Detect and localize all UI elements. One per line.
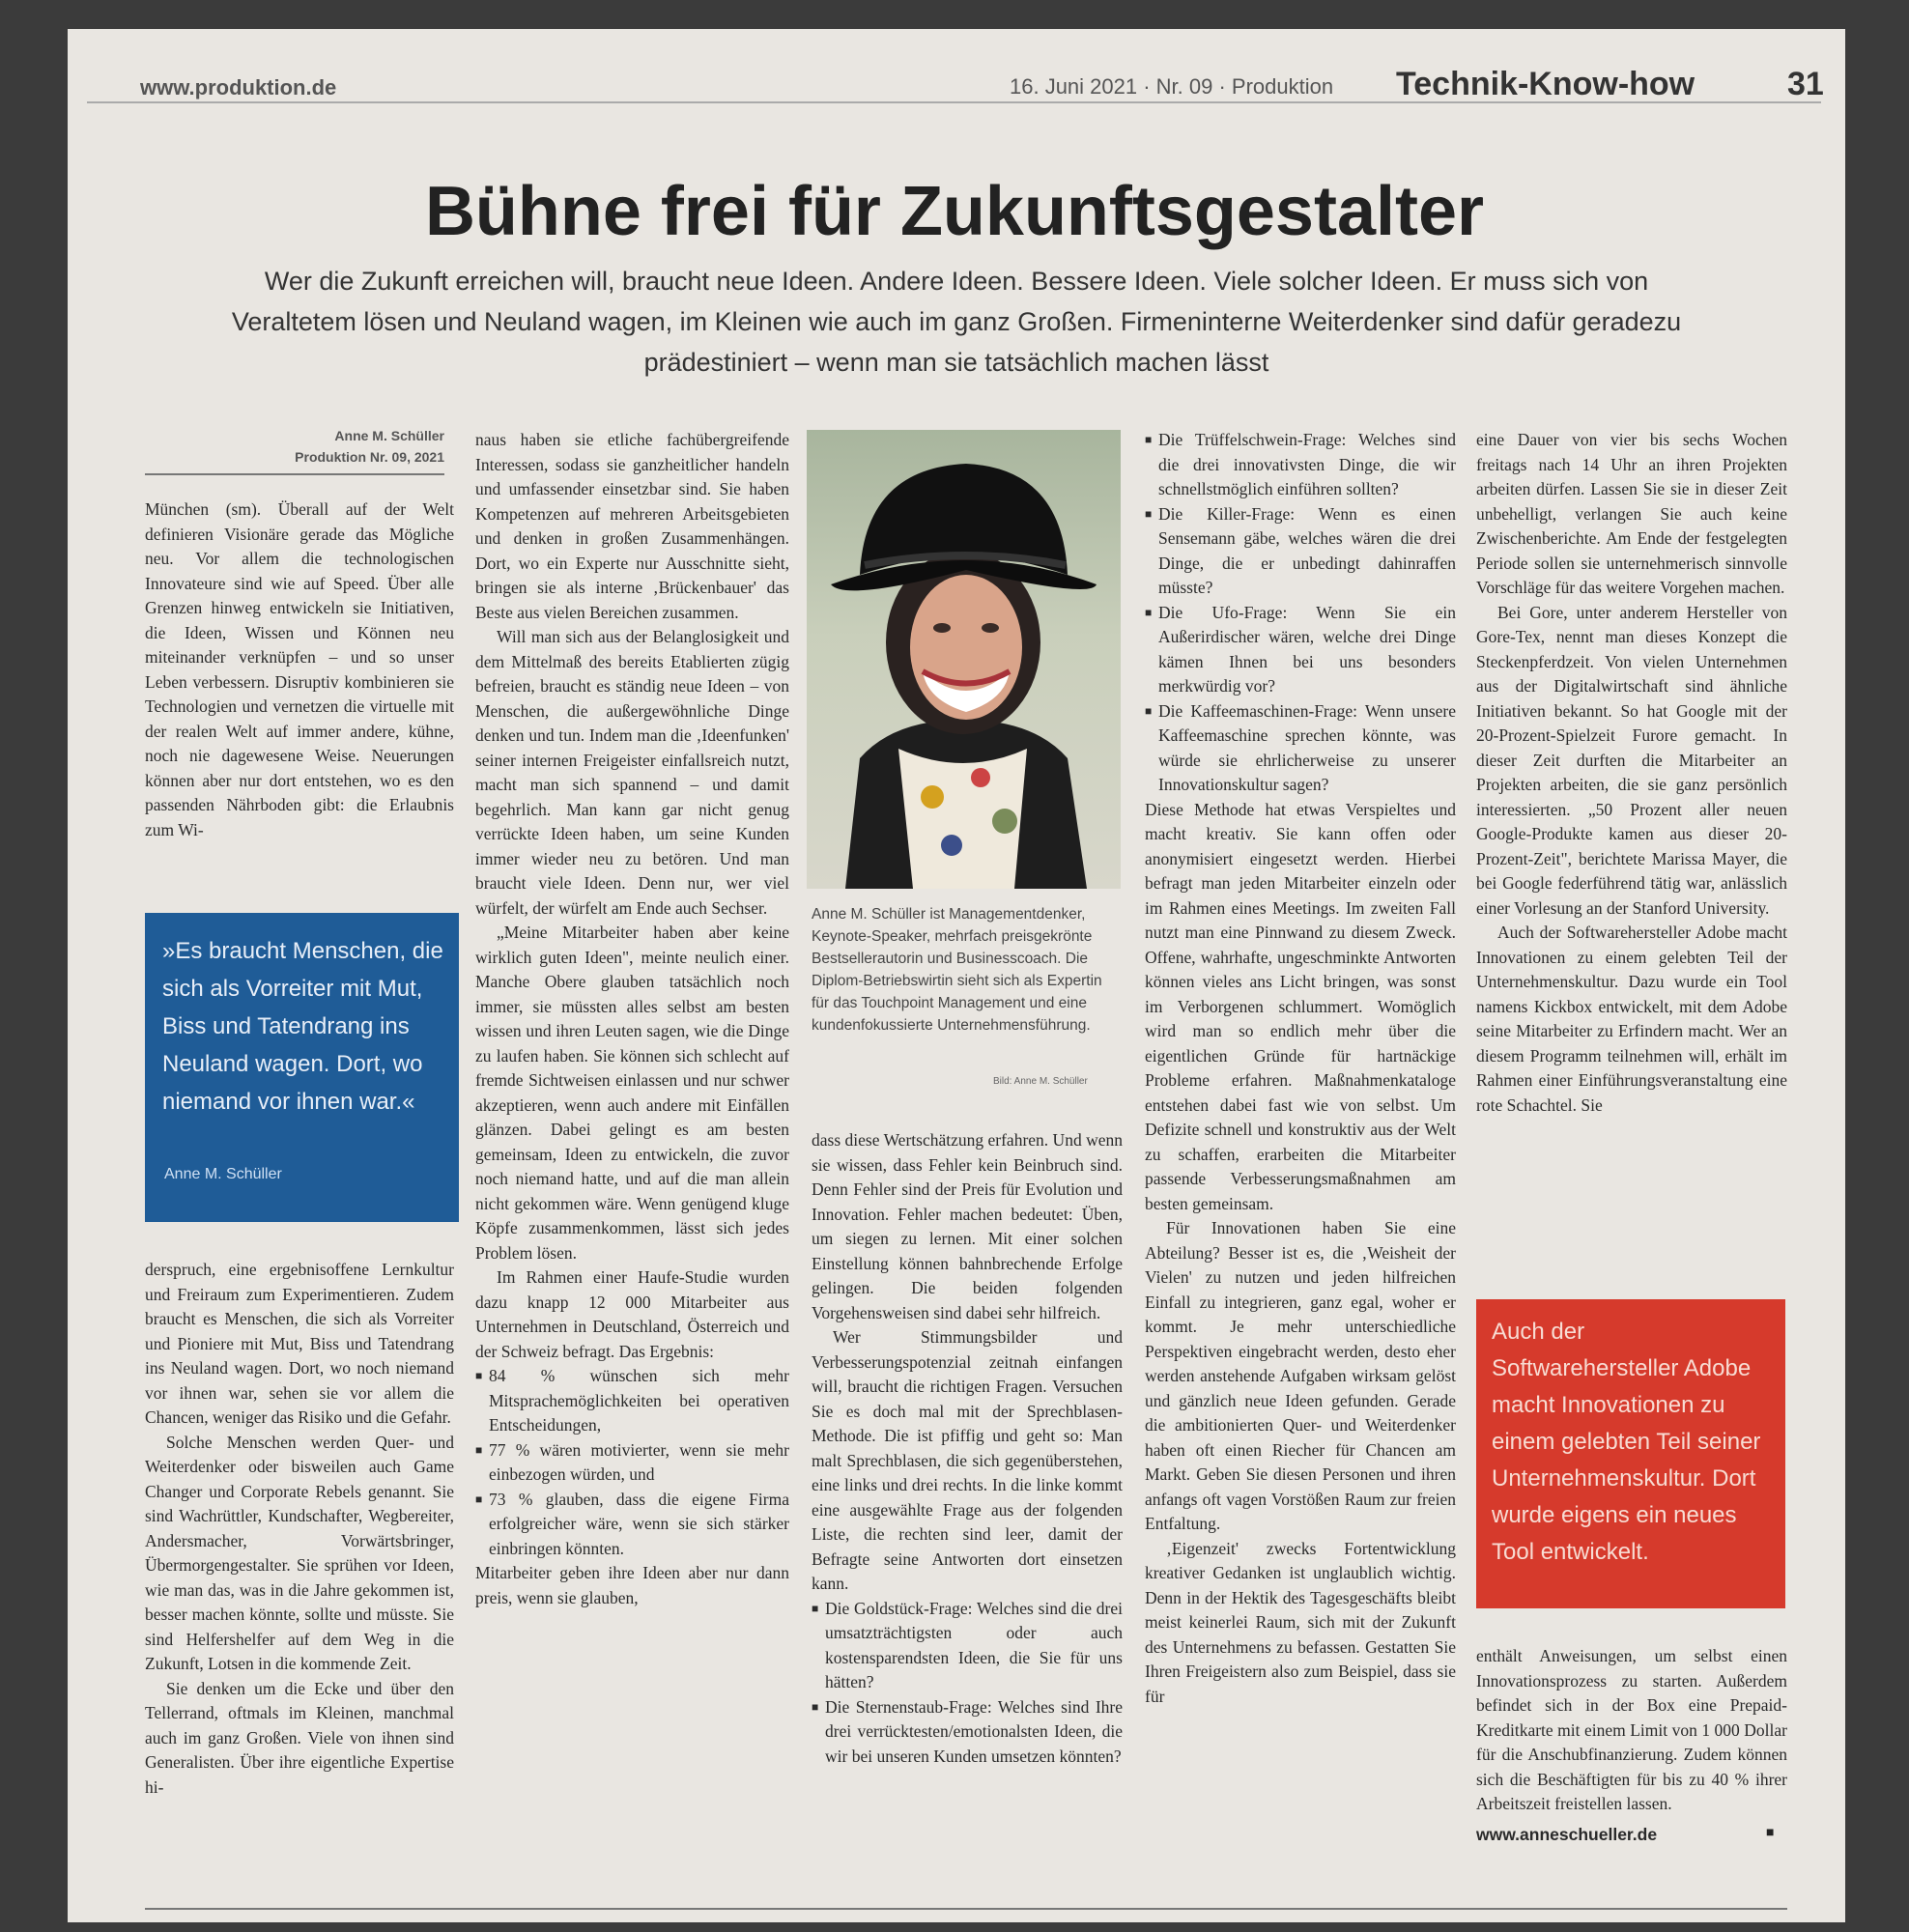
paragraph: Auch der Softwarehersteller Adobe macht Innovationen zu einem gelebten Teil der Unternehmenskultur. Dazu wurde ein Tool namens Kickbox entwickelt, mit dem Adobe seine Mitarbeiter zu Erfindern macht. Wer an diesem Programm teilnehmen will, erhält im Rahmen einer Einführungsveranstaltung eine rote Schachtel. Sie xyxy=(1476,923,1787,1115)
paragraph: Mitarbeiter geben ihre Ideen aber nur dann preis, wenn sie glauben, xyxy=(475,1563,789,1607)
article-lead: Wer die Zukunft erreichen will, braucht neue Ideen. Andere Ideen. Bessere Ideen. Viele solcher Ideen. Er muss sich von Veraltetem lösen und Neuland wagen, im Kleinen wie auch im ganz Großen. Firmeninterne Weiterdenker sind dafür geradezu prädestiniert – wenn man sie tatsächlich machen lässt xyxy=(231,267,1682,377)
portrait-illustration xyxy=(807,430,1121,889)
author-website-link[interactable]: www.anneschueller.de xyxy=(1476,1824,1658,1844)
column-5-bottom xyxy=(1476,1644,1787,1847)
paragraph: naus haben sie etliche fachübergreifende Interessen, sodass sie ganzheitlicher handeln und umfassender einsetzbar sind. Sie haben Kompetenzen auf mehreren Arbeitsgebieten und denken in großen Zusammenhängen. Dort, wo ein Experte nur Ausschnitte sieht, bringen sie als interne ‚Brückenbauer' das Beste aus vielen Bereichen zusammen. xyxy=(475,430,789,622)
pull-quote-author: Anne M. Schüller xyxy=(164,1166,282,1182)
byline xyxy=(145,425,444,475)
pull-quote-box xyxy=(145,913,459,1222)
site-url: www.produktion.de xyxy=(140,75,337,99)
list-item: ■ Die Killer-Frage: Wenn es einen Sensemann gäbe, welches wären die drei Dinge, die er unbedingt dahinraffen müsste? xyxy=(1145,502,1456,601)
paragraph: Will man sich aus der Belanglosigkeit und dem Mittelmaß des bereits Etablierten zügig befreien, braucht es ständig neue Ideen – von Menschen, die außergewöhnliche Dinge denken und tun. Indem man die ‚Ideenfunken' seiner internen Freigeister einfallsreich nutzt, macht man sich spannend – und damit begehrlich. Man kann gar nicht genug verrückte Ideen haben, um seine Kunden immer wieder neu zu betören. Und man braucht viele Ideen. Denn nur, wer viel würfelt, der würfelt am Ende auch Sechser. xyxy=(475,627,789,918)
end-mark-icon: ■ xyxy=(1766,1826,1775,1840)
list-item: ■ Die Trüffelschwein-Frage: Welches sind die drei innovativsten Dinge, die wir schnellstmöglich einführen sollten? xyxy=(1145,428,1456,502)
paragraph: Solche Menschen werden Quer- und Weiterdenker oder bisweilen auch Game Changer und Corporate Rebels genannt. Sie sind Wachrüttler, Kundschafter, Wegbereiter, Andersmacher, Vorwärtsbringer, Übermorgengestalter. Sie sprühen vor Ideen, wie man das, was in die Jahre gekommen ist, besser machen könnte, sollte und müsste. Sie sind Helfershelfer auf dem Weg in die Zukunft, Lotsen in die kommende Zeit. xyxy=(145,1432,454,1673)
section-title: Technik-Know-how xyxy=(1396,66,1695,102)
column-3 xyxy=(812,1128,1123,1769)
paragraph: derspruch, eine ergebnisoffene Lernkultur und Freiraum zum Experimentieren. Zudem braucht es Menschen, die sich als Vorreiter und Pioniere mit Mut, Biss und Tatendrang ins Neuland wagen. Dort, wo noch niemand vor ihnen war, sehen sie vor allem die Chancen, weniger das Risiko und die Gefahr. xyxy=(145,1260,454,1427)
issue-dateline: 16. Juni 2021 · Nr. 09 · Produktion xyxy=(1010,74,1334,99)
paragraph: Für Innovationen haben Sie eine Abteilung? Besser ist es, die ‚Weisheit der Vielen' zu nutzen und jeden hilfreichen Einfall zu integrieren, ganz egal, woher er kommt. Je mehr unterschiedliche Perspektiven eingebracht werden, desto eher werden anstehende Aufgaben wirksam gelöst und gänzlich neue Ideen gefunden. Gerade die ambitionierten Quer- und Weiterdenker haben oft einen Riecher für Chancen am Markt. Geben Sie diesen Personen und ihren anfangs oft vagen Vorstößen Raum zur freien Entfaltung. xyxy=(1145,1218,1456,1533)
paragraph: Wer Stimmungsbilder und Verbesserungspotenzial zeitnah einfangen will, braucht die richtigen Fragen. Versuchen Sie es doch mal mit der Sprechblasen-Methode. Die ist pfiffig und geht so: Man malt Sprechblasen, die sich gegenüberstehen, eine links und drei rechts. In die linke kommt eine ausgewählte Frage aus der folgenden Liste, die rechten sind leer, damit der Befragte seine Antworten dort einsetzen kann. xyxy=(812,1327,1123,1593)
paragraph: Sie denken um die Ecke und über den Tellerrand, oftmals im Kleinen, manchmal auch im ganz Großen. Viele von ihnen sind Generalisten. Über ihre eigentliche Expertise hi- xyxy=(145,1678,454,1797)
list-item: ■ Die Sternenstaub-Frage: Welches sind Ihre drei verrücktesten/emotionalsten Ideen, die wir bei unseren Kunden umsetzen könnten? xyxy=(812,1695,1123,1770)
paragraph: „Meine Mitarbeiter haben aber keine wirklich guten Ideen", meinte neulich einer. Manche Obere glauben tatsächlich noch immer, sie müssten alles selbst am besten wissen und ihren Leuten sagen, wie die Dinge zu laufen haben. Sie können sich schlecht auf fremde Sichtweisen einlassen und nur schwer akzeptieren, wenn auch andere mit Einfällen glänzen. Dabei gelingt es am besten gemeinsam, Ideen zu entwickeln, die zuvor noch niemand hatte, und auf die man allein nicht gekommen wäre. Wenn genügend kluge Köpfe zusammenkommen, lässt sich jedes Problem lösen. xyxy=(475,923,789,1263)
list-item: ■ Die Kaffeemaschinen-Frage: Wenn unsere Kaffeemaschine sprechen könnte, was würde sie ehrlicherweise zu unserer Innovationskultur sagen? xyxy=(1145,699,1456,798)
pull-quote-text: »Es braucht Menschen, die sich als Vorreiter mit Mut, Biss und Tatendrang ins Neuland wagen. Dort, wo niemand vor ihnen war.« xyxy=(162,938,443,1115)
byline-issue: Produktion Nr. 09, 2021 xyxy=(295,449,444,465)
article-headline: Bühne frei für Zukunftsgestalter xyxy=(424,173,1485,250)
list-item: ■ Die Ufo-Frage: Wenn Sie ein Außerirdischer wären, welche drei Dinge kämen Ihnen bei uns besonders merkwürdig vor? xyxy=(1145,601,1456,699)
column-5-top xyxy=(1476,428,1787,1118)
photo-caption: Anne M. Schüller ist Managementdenker, Keynote-Speaker, mehrfach preisgekrönte Bestsellerautorin und Businesscoach. Die Diplom-Betriebswirtin sieht sich als Expertin für das Touchpoint Management und eine kundenfokussierte Unternehmensführung. xyxy=(812,906,1102,1034)
photo-credit: Bild: Anne M. Schüller xyxy=(993,1076,1088,1087)
paragraph: Diese Methode hat etwas Verspieltes und macht kreativ. Sie kann offen oder anonymisiert eingesetzt werden. Hierbei befragt man jeden Mitarbeiter einzeln oder im Rahmen eines Meetings. Im zweiten Fall nutzt man eine Pinnwand zu diesem Zweck. Offene, wahrhafte, ungeschminkte Antworten können vieles ans Licht bringen, was sonst im Verborgenen schlummert. Womöglich wird man so endlich mehr über die eigentlichen Gründe für hartnäckige Probleme erfahren. Maßnahmenkataloge entstehen dabei fast wie von selbst. Um Defizite schnell und konstruktiv aus der Welt zu schaffen, erarbeiten die Mitarbeiter passende Verbesserungsmaßnahmen am besten gemeinsam. xyxy=(1145,799,1456,1213)
highlight-box-text: Auch der Softwarehersteller Adobe macht Innovationen zu einem gelebten Teil seiner Unternehmenskultur. Dort wurde eigens ein neues Tool entwickelt. xyxy=(1492,1319,1761,1565)
list-item: ■ 73 % glauben, dass die eigene Firma erfolgreicher wäre, wenn sie sich stärker einbringen könnten. xyxy=(475,1488,789,1562)
paragraph: eine Dauer von vier bis sechs Wochen freitags nach 14 Uhr an ihren Projekten arbeiten dürfen. Lassen Sie sie in dieser Zeit unbehelligt, verlangen Sie auch keine Zwischenberichte. Am Ende der festgelegten Periode sollen sie unternehmerisch sinnvolle Vorschläge für das weitere Vorgehen machen. xyxy=(1476,430,1787,597)
bottom-rule xyxy=(145,1908,1787,1910)
column-2 xyxy=(475,428,789,1610)
byline-author: Anne M. Schüller xyxy=(334,428,444,443)
paragraph: Bei Gore, unter anderem Hersteller von Gore-Tex, nennt man dieses Konzept die Steckenpferdzeit. Von vielen Unternehmen aus der Digitalwirtschaft sind ähnliche Initiativen bekannt. So hat Google mit der 20-Prozent-Spielzeit Furore gemacht. In dieser Zeit durften die Mitarbeiter an Projekten arbeiten, die sie ganz persönlich interessierten. „50 Prozent aller neuen Google-Produkte kamen aus dieser 20-Prozent-Zeit", berichtete Marissa Mayer, die bei Google federführend tätig war, anlässlich einer Vorlesung an der Stanford University. xyxy=(1476,602,1787,918)
paragraph: München (sm). Überall auf der Welt definieren Visionäre gerade das Mögliche neu. Vor allem die technologischen Innovateure sind wie auf Speed. Über alle Grenzen hinweg entwickeln sie Initiativen, die Ideen, Wissen und Können neu miteinander verknüpfen – und so unser Leben verbessern. Disruptiv kombinieren sie Technologien und vernetzen die virtuelle mit der realen Welt auf immer andere, kühne, noch nie dagewesene Weise. Neuerungen können aber nur dort entstehen, wo es den passenden Nährboden gibt: die Erlaubnis zum Wi- xyxy=(145,499,454,839)
paragraph: Im Rahmen einer Haufe-Studie wurden dazu knapp 12 000 Mitarbeiter aus Unternehmen in Deutschland, Österreich und der Schweiz befragt. Das Ergebnis: xyxy=(475,1267,789,1361)
list-item: ■ 84 % wünschen sich mehr Mitsprachemöglichkeiten bei operativen Entscheidungen, xyxy=(475,1364,789,1438)
column-4 xyxy=(1145,428,1456,1709)
page-number: 31 xyxy=(1787,66,1824,102)
paragraph: ‚Eigenzeit' zwecks Fortentwicklung kreativer Gedanken ist unglaublich wichtig. Denn in der Hektik des Tagesgeschäfts bleibt meist keinerlei Raum, sich mit der Zukunft des Unternehmens zu befassen. Gestatten Sie Ihren Freigeistern also zum Beispiel, dass sie für xyxy=(1145,1538,1456,1706)
list-item: ■ 77 % wären motivierter, wenn sie mehr einbezogen würden, und xyxy=(475,1438,789,1488)
list-item: ■ Die Goldstück-Frage: Welches sind die drei umsatzträchtigsten oder auch kostensparendsten Ideen, die Sie für uns hätten? xyxy=(812,1597,1123,1695)
column-1-bottom xyxy=(145,1258,454,1800)
highlight-box xyxy=(1476,1299,1785,1608)
paragraph: dass diese Wertschätzung erfahren. Und wenn sie wissen, dass Fehler kein Beinbruch sind. Denn Fehler sind der Preis für Evolution und Innovation. Fehler machen bedeutet: Üben, um siegen zu lernen. Mit einer solchen Einstellung können bahnbrechende Erfolge gelingen. Die beiden folgenden Vorgehensweisen sind dabei sehr hilfreich. xyxy=(812,1130,1123,1322)
column-1-top xyxy=(145,497,454,842)
author-photo xyxy=(807,430,1121,889)
paragraph: enthält Anweisungen, um selbst einen Innovationsprozess zu starten. Außerdem befindet sich in der Box eine Prepaid-Kreditkarte mit einem Limit von 1 000 Dollar für die Anschubfinanzierung. Zudem können sich die Beschäftigten für bis zu 40 % ihrer Arbeitszeit freistellen lassen. xyxy=(1476,1646,1787,1813)
page-header xyxy=(87,48,1824,103)
